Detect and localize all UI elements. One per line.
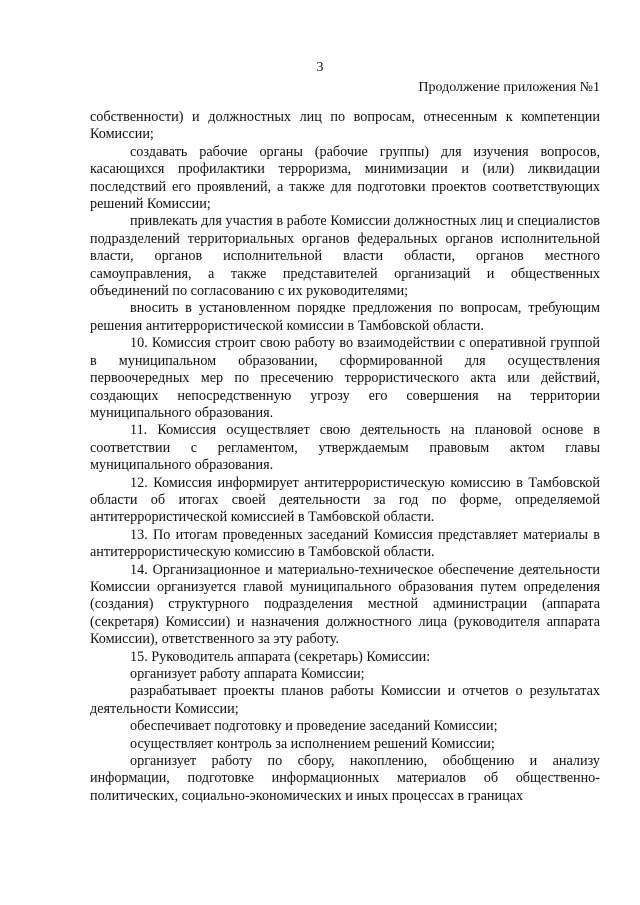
paragraph: обеспечивает подготовку и проведение заседаний Комиссии;	[130, 718, 498, 735]
page-number: 3	[316, 60, 324, 75]
paragraph-item-14: 14. Организационное и материально-техническое обеспечение деятельности Комиссии организуется главой муниципального образования путем определения (создания) структурного подразделения местной администрации (аппарата (секретаря) Комиссии) и назначения должностного лица (руководителя аппарата Комиссии), ответственного за эту работу.	[90, 561, 600, 648]
paragraph: осуществляет контроль за исполнением решений Комиссии;	[130, 735, 495, 752]
paragraph: организует работу по сбору, накоплению, обобщению и анализу информации, подготовке информационных материалов об общественно-политических, социально-экономических и иных процессах в границах	[90, 753, 600, 804]
appendix-continuation-note: Продолжение приложения №1	[418, 80, 600, 95]
paragraph: собственности) и должностных лиц по вопросам, отнесенным к компетенции Комиссии;	[90, 109, 600, 143]
paragraph: привлекать для участия в работе Комиссии должностных лиц и специалистов подразделений территориальных органов федеральных органов исполнительной власти, органов исполнительной власти области, органов местного самоуправления, а также представителей организаций и общественных объединений по согласованию с их руководителями;	[90, 213, 600, 300]
paragraph-item-13: 13. По итогам проведенных заседаний Комиссия представляет материалы в антитеррористическую комиссию в Тамбовской области.	[90, 526, 600, 561]
paragraph-item-10: 10. Комиссия строит свою работу во взаимодействии с оперативной группой в муниципальном образовании, сформированной для осуществления первоочередных мер по пресечению террористического акта или действий, создающих непосредственную угрозу его совершения на территории муниципального образования.	[90, 335, 600, 421]
paragraph-item-12: 12. Комиссия информирует антитеррористическую комиссию в Тамбовской области об итогах своей деятельности за год по форме, определяемой антитеррористической комиссией в Тамбовской области.	[90, 474, 600, 526]
paragraph: создавать рабочие органы (рабочие группы) для изучения вопросов, касающихся профилактики терроризма, минимизации и (или) ликвидации последствий его проявлений, а также для подготовки проектов соответствующих решений Комиссии;	[90, 143, 600, 213]
paragraph-item-11: 11. Комиссия осуществляет свою деятельность на плановой основе в соответствии с регламентом, утверждаемым правовым актом главы муниципального образования.	[90, 422, 600, 474]
paragraph-item-15: 15. Руководитель аппарата (секретарь) Комиссии:	[130, 648, 431, 665]
paragraph: разрабатывает проекты планов работы Комиссии и отчетов о результатах деятельности Комиссии;	[90, 683, 600, 717]
document-body	[90, 109, 600, 805]
paragraph: организует работу аппарата Комиссии;	[130, 666, 365, 682]
paragraph: вносить в установленном порядке предложения по вопросам, требующим решения антитеррористической комиссии в Тамбовской области.	[90, 300, 600, 334]
